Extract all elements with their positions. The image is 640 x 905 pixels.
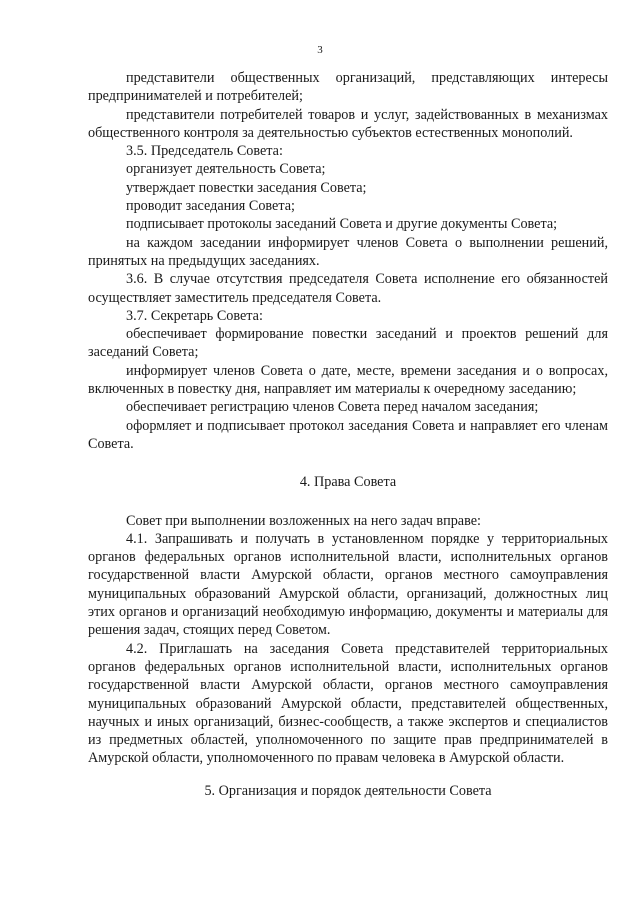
paragraph: проводит заседания Совета; bbox=[126, 198, 295, 215]
paragraph: представители потребителей товаров и услуг, задействованных в механизмах общественного контроля за деятельностью субъектов естественных монополий. bbox=[88, 106, 608, 141]
paragraph: Совет при выполнении возложенных на него задач вправе: bbox=[126, 512, 481, 529]
paragraph: 3.6. В случае отсутствия председателя Совета исполнение его обязанностей осуществляет заместитель председателя Совета. bbox=[88, 271, 608, 306]
paragraph: 4.1. Запрашивать и получать в установленном порядке у территориальных органов федеральных органов исполнительной власти, исполнительных органов государственной власти Амурской области, органов местного самоуправления муниципальных образований Амурской области, организаций, должностных лиц этих органов и организаций необходимую информацию, документы и материалы для решения задач, стоящих перед Советом. bbox=[88, 530, 608, 639]
document-body bbox=[88, 69, 608, 800]
paragraph: обеспечивает регистрацию членов Совета перед началом заседания; bbox=[126, 399, 539, 416]
section-heading: 5. Организация и порядок деятельности Совета bbox=[204, 782, 492, 799]
paragraph: организует деятельность Совета; bbox=[126, 161, 326, 178]
paragraph: утверждает повестки заседания Совета; bbox=[126, 179, 367, 196]
paragraph: представители общественных организаций, представляющих интересы предпринимателей и потребителей; bbox=[88, 70, 608, 105]
paragraph: 3.5. Председатель Совета: bbox=[126, 143, 283, 160]
paragraph: 4.2. Приглашать на заседания Совета представителей территориальных органов федеральных органов исполнительной власти, исполнительных органов государственной власти Амурской области, органов местного самоуправления муниципальных образований Амурской области, представителей общественных, научных и иных организаций, бизнес-сообществ, а также экспертов и специалистов из предметных областей, уполномоченного по защите прав предпринимателей в Амурской области, уполномоченного по правам человека в Амурской области. bbox=[88, 640, 608, 767]
paragraph: оформляет и подписывает протокол заседания Совета и направляет его членам Совета. bbox=[88, 417, 608, 452]
paragraph: на каждом заседании информирует членов Совета о выполнении решений, принятых на предыдущих заседаниях. bbox=[88, 234, 608, 269]
paragraph: 3.7. Секретарь Совета: bbox=[126, 307, 263, 324]
paragraph: информирует членов Совета о дате, месте, времени заседания и о вопросах, включенных в повестку дня, направляет им материалы к очередному заседанию; bbox=[88, 362, 608, 398]
section-heading: 4. Права Совета bbox=[299, 474, 397, 491]
page-number: 3 bbox=[317, 44, 323, 56]
paragraph: подписывает протоколы заседаний Совета и другие документы Совета; bbox=[126, 216, 558, 233]
paragraph: обеспечивает формирование повестки заседаний и проектов решений для заседаний Совета; bbox=[88, 326, 608, 361]
